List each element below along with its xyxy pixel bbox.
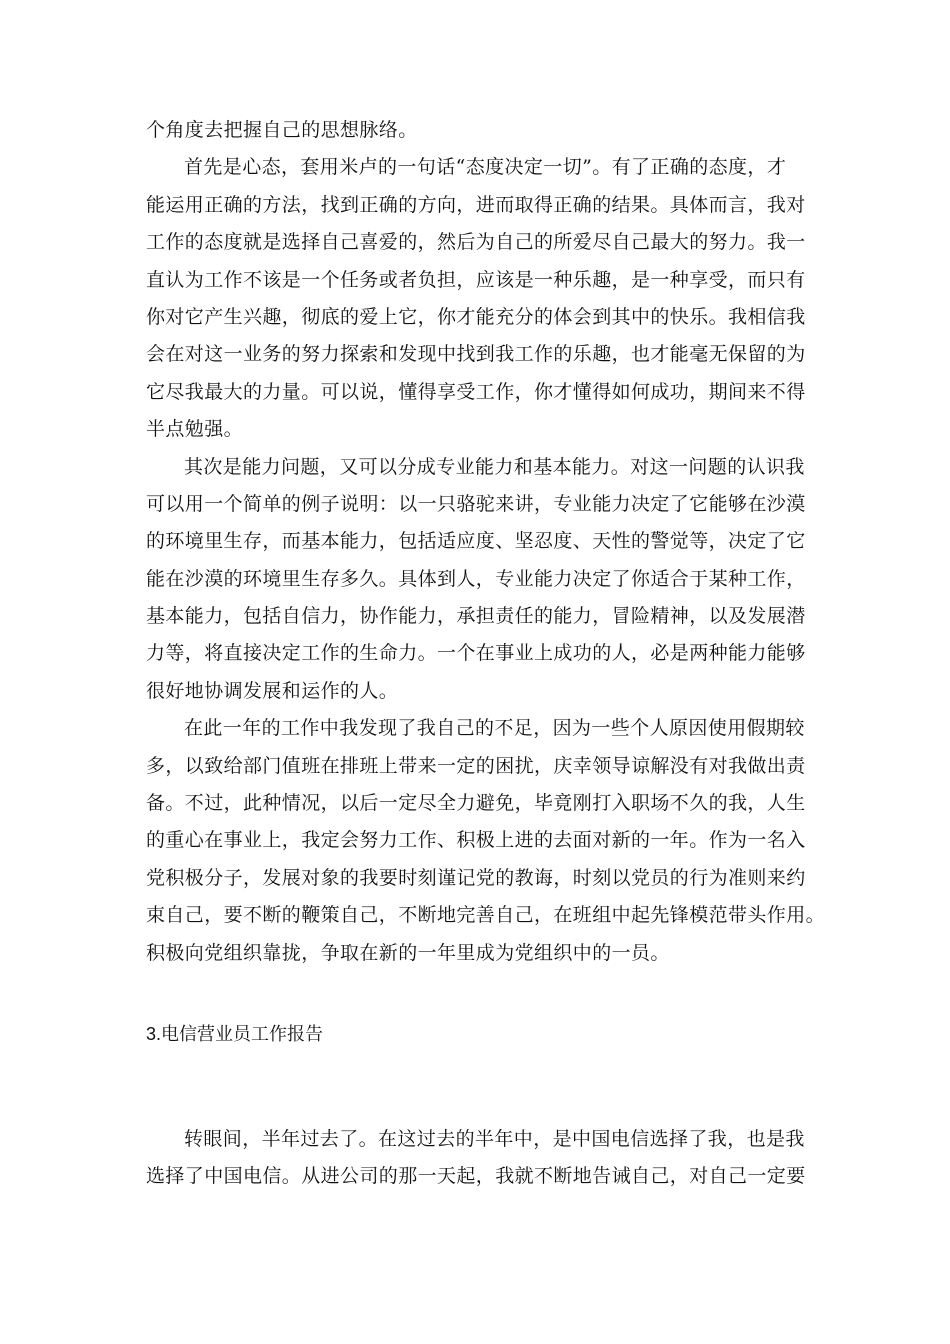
paragraph-line: 基本能力，包括自信力，协作能力，承担责任的能力，冒险精神，以及发展潜 xyxy=(146,605,806,628)
paragraph-line: 党积极分子，发展对象的我要时刻谨记党的教诲，时刻以党员的行为准则来约 xyxy=(146,866,806,889)
paragraph-line: 会在对这一业务的努力探索和发现中找到我工作的乐趣，也才能毫无保留的为 xyxy=(146,343,806,366)
report-body-section-1 xyxy=(146,112,836,972)
paragraph-line: 它尽我最大的力量。可以说，懂得享受工作，你才懂得如何成功，期间来不得 xyxy=(146,380,806,403)
paragraph-line: 束自己，要不断的鞭策自己，不断地完善自己，在班组中起先锋模范带头作用。 xyxy=(146,904,826,927)
paragraph-line: 个角度去把握自己的思想脉络。 xyxy=(146,119,418,141)
paragraph-line: 选择了中国电信。从进公司的那一天起，我就不断地告诫自己，对自己一定要 xyxy=(146,1165,806,1188)
paragraph-line: 直认为工作不该是一个任务或者负担，应该是一种乐趣，是一种享受，而只有 xyxy=(146,268,806,291)
paragraph-line: 工作的态度就是选择自己喜爱的，然后为自己的所爱尽自己最大的努力。我一 xyxy=(146,231,806,254)
paragraph-line: 你对它产生兴趣，彻底的爱上它，你才能充分的体会到其中的快乐。我相信我 xyxy=(146,305,806,328)
paragraph-line: 在此一年的工作中我发现了我自己的不足，因为一些个人原因使用假期较 xyxy=(184,717,805,740)
section-heading: 3.电信营业员工作报告 xyxy=(146,1024,324,1044)
paragraph-line: 很好地协调发展和运作的人。 xyxy=(146,679,399,702)
paragraph-line: 首先是心态，套用米卢的一句话“态度决定一切”。有了正确的态度，才 xyxy=(184,156,787,179)
paragraph-line: 备。不过，此种情况，以后一定尽全力避免，毕竟刚打入职场不久的我，人生 xyxy=(146,792,806,815)
paragraph-line: 能运用正确的方法，找到正确的方向，进而取得正确的结果。具体而言，我对 xyxy=(146,193,806,216)
paragraph-line: 积极向党组织靠拢，争取在新的一年里成为党组织中的一员。 xyxy=(146,941,670,964)
paragraph-line: 能在沙漠的环境里生存多久。具体到人，专业能力决定了你适合于某种工作， xyxy=(146,567,806,590)
paragraph-line: 转眼间，半年过去了。在这过去的半年中，是中国电信选择了我，也是我 xyxy=(184,1128,805,1150)
paragraph-line: 的重心在事业上，我定会努力工作、积极上进的去面对新的一年。作为一名入 xyxy=(146,829,806,852)
paragraph-line: 力等，将直接决定工作的生命力。一个在事业上成功的人，必是两种能力能够 xyxy=(146,642,806,665)
paragraph-line: 其次是能力问题，又可以分成专业能力和基本能力。对这一问题的认识我 xyxy=(184,455,805,478)
paragraph-line: 半点勉强。 xyxy=(146,418,244,441)
report-body-section-2 xyxy=(146,1121,836,1196)
paragraph-line: 多，以致给部门值班在排班上带来一定的困扰，庆幸领导谅解没有对我做出责 xyxy=(146,754,806,777)
paragraph-line: 可以用一个简单的例子说明：以一只骆驼来讲，专业能力决定了它能够在沙漠 xyxy=(146,492,806,515)
paragraph-line: 的环境里生存，而基本能力，包括适应度、坚忍度、天性的警觉等，决定了它 xyxy=(146,530,806,553)
